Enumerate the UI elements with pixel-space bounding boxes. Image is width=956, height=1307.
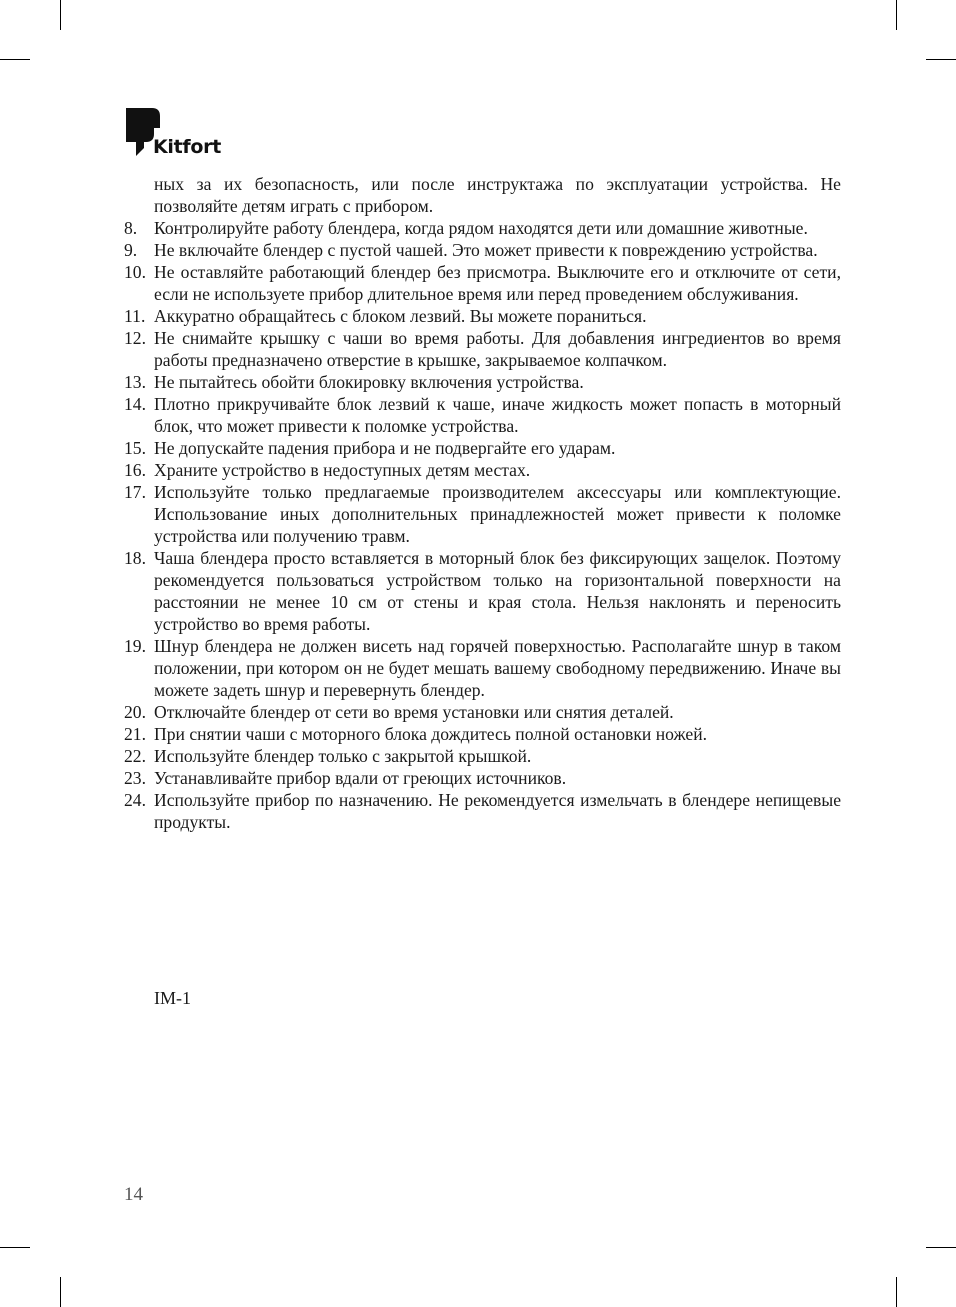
kitfort-logo [126, 108, 266, 158]
crop-mark-bottom-left [60, 1277, 61, 1307]
item-text: Храните устройство в недоступных детям местах. [154, 460, 531, 480]
list-item [124, 393, 841, 437]
item-number: 23. [124, 768, 146, 788]
item-text: Отключайте блендер от сети во время установки или снятия деталей. [154, 702, 674, 722]
list-item [124, 635, 841, 701]
item-number: 16. [124, 460, 146, 480]
item-text: Не оставляйте работающий блендер без присмотра. Выключите его и отключите от сети, если не используете прибор длительное время или перед проведением обслуживания. [154, 262, 841, 304]
crop-mark-bottom-right-h [926, 1247, 956, 1248]
list-item [124, 481, 841, 547]
model-code: IM-1 [154, 988, 191, 1008]
item-number: 17. [124, 482, 146, 502]
crop-mark-bottom-left-h [0, 1247, 30, 1248]
item-number: 8. [124, 218, 138, 238]
crop-mark-top-left [60, 0, 61, 30]
item-text: Не включайте блендер с пустой чашей. Это может привести к повреждению устройства. [154, 240, 818, 260]
item-number: 18. [124, 548, 146, 568]
list-item [124, 723, 841, 745]
brand-name: Kitfort [153, 136, 221, 158]
list-item [124, 371, 841, 393]
item-text: При снятии чаши с моторного блока дождитесь полной остановки ножей. [154, 724, 708, 744]
list-item [124, 217, 841, 239]
item-number: 10. [124, 262, 146, 282]
item-text: Не пытайтесь обойти блокировку включения устройства. [154, 372, 584, 392]
item-number: 22. [124, 746, 146, 766]
item-text: Не снимайте крышку с чаши во время работы. Для добавления ингредиентов во время работы предназначено отверстие в крышке, закрываемое колпачком. [154, 328, 841, 370]
list-item [124, 261, 841, 305]
list-item [124, 305, 841, 327]
item-number: 19. [124, 636, 146, 656]
item-number: 13. [124, 372, 146, 392]
item-number: 11. [124, 306, 146, 326]
safety-items [124, 217, 841, 833]
list-item [124, 767, 841, 789]
list-item [124, 437, 841, 459]
item-number: 9. [124, 240, 138, 260]
item-number: 14. [124, 394, 146, 414]
crop-mark-top-right-h [926, 59, 956, 60]
item-text: Контролируйте работу блендера, когда рядом находятся дети или домашние животные. [154, 218, 808, 238]
item-text: Шнур блендера не должен висеть над горячей поверхностью. Располагайте шнур в таком положении, при котором он не будет мешать вашему свободному передвижению. Иначе вы можете задеть шнур и перевернуть блендер. [154, 636, 841, 700]
item-text: Не допускайте падения прибора и не подвергайте его ударам. [154, 438, 616, 458]
item-text: Аккуратно обращайтесь с блоком лезвий. Вы можете пораниться. [154, 306, 647, 326]
item-number: 15. [124, 438, 146, 458]
item-number: 20. [124, 702, 146, 722]
crop-mark-bottom-right [896, 1277, 897, 1307]
list-item [124, 789, 841, 833]
item-text: Устанавливайте прибор вдали от греющих источников. [154, 768, 567, 788]
list-item [124, 745, 841, 767]
list-item [124, 327, 841, 371]
item-text: Используйте только предлагаемые производителем аксессуары или комплектующие. Использование иных дополнительных принадлежностей может привести к поломке устройства или получению травм. [154, 482, 841, 546]
list-item [124, 701, 841, 723]
page-number: 14 [124, 1184, 143, 1205]
item-text: Используйте прибор по назначению. Не рекомендуется измельчать в блендере непищевые продукты. [154, 790, 841, 832]
list-item [124, 547, 841, 635]
item-text: Используйте блендер только с закрытой крышкой. [154, 746, 532, 766]
list-item [124, 459, 841, 481]
instructions-list [124, 173, 841, 833]
item-text: Плотно прикручивайте блок лезвий к чаше, иначе жидкость может попасть в моторный блок, что может привести к поломке устройства. [154, 394, 841, 436]
crop-mark-top-left-h [0, 59, 30, 60]
list-item [124, 239, 841, 261]
item-number: 24. [124, 790, 146, 810]
item-number: 12. [124, 328, 146, 348]
item-number: 21. [124, 724, 146, 744]
crop-mark-top-right [896, 0, 897, 30]
item-text: Чаша блендера просто вставляется в моторный блок без фиксирующих защелок. Поэтому рекомендуется пользоваться устройством только на горизонтальной поверхности на расстоянии не менее 10 см от стены и края стола. Нельзя наклонять и переносить устройство во время работы. [154, 548, 841, 634]
intro-continuation: ных за их безопасность, или после инструктажа по эксплуатации устройства. Не позволяйте детям играть с прибором. [154, 174, 841, 216]
